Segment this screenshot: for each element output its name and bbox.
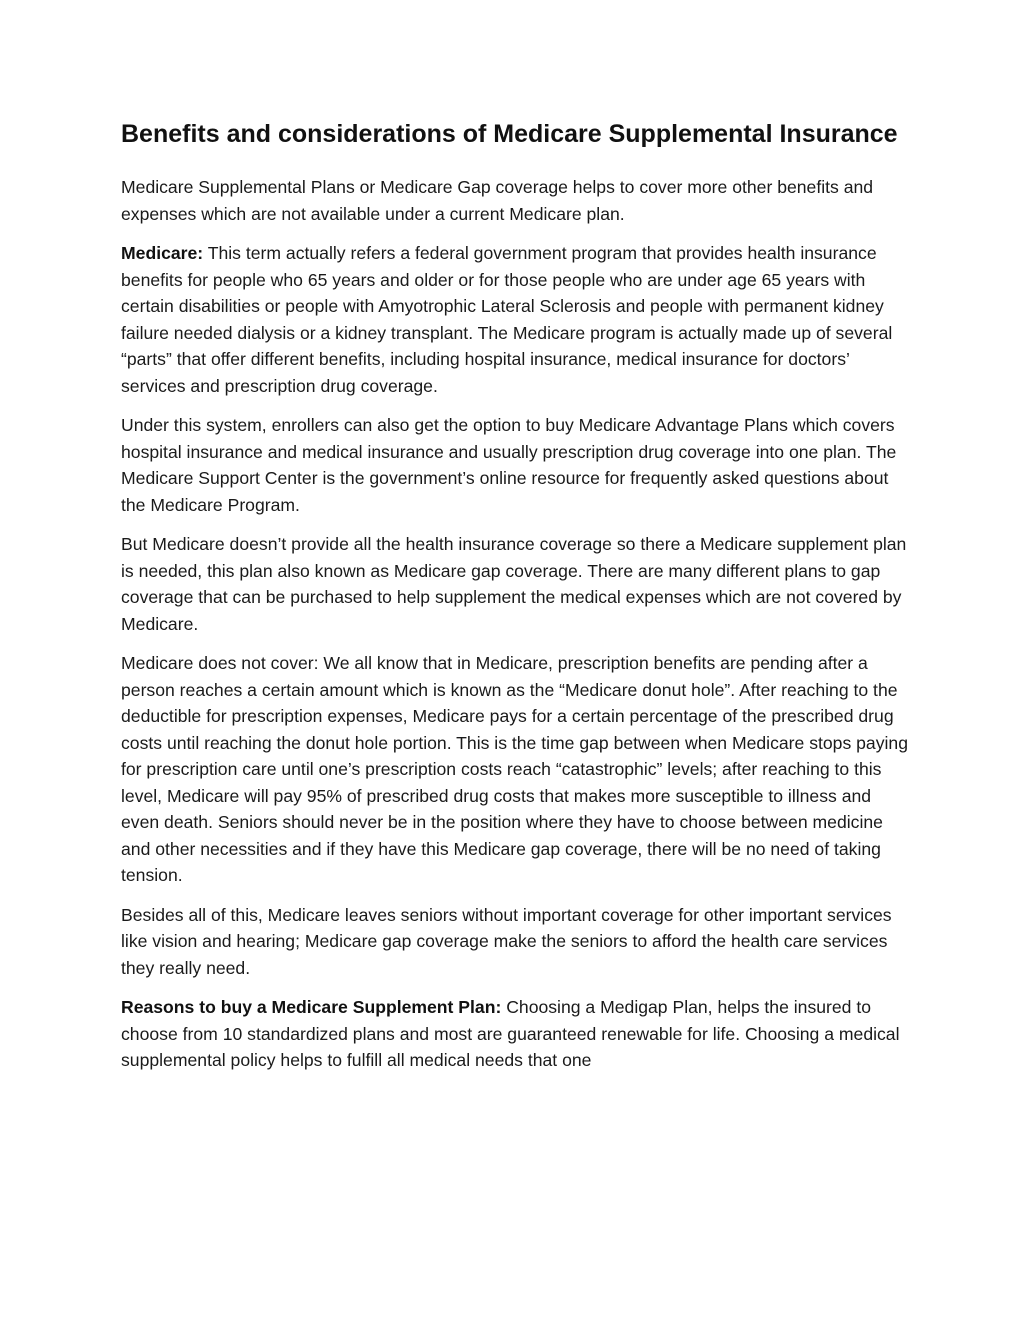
paragraph-lead: Medicare: [121, 243, 204, 263]
paragraph-medicare [121, 240, 911, 399]
paragraph-reasons [121, 994, 911, 1074]
paragraph-text: But Medicare doesn’t provide all the health insurance coverage so there a Medicare supplement plan is needed, this plan also known as Medicare gap coverage. There are many different plans to gap coverage that can be purchased to help supplement the medical expenses which are not covered by Medicare. [121, 534, 907, 634]
paragraph-lead: Reasons to buy a Medicare Supplement Plan: [121, 997, 502, 1017]
paragraph-intro [121, 174, 911, 227]
paragraph-not-covered [121, 650, 911, 889]
paragraph-text: Medicare Supplemental Plans or Medicare Gap coverage helps to cover more other benefits and expenses which are not available under a current Medicare plan. [121, 177, 874, 224]
paragraph-text: Medicare does not cover: We all know that in Medicare, prescription benefits are pending after a person reaches a certain amount which is known as the “Medicare donut hole”. After reaching to the deductible for prescription expenses, Medicare pays for a certain percentage of the prescribed drug costs until reaching the donut hole portion. This is the time gap between when Medicare stops paying for prescription care until one’s prescription costs reach “catastrophic” levels; after reaching to this level, Medicare will pay 95% of prescribed drug costs that makes more susceptible to illness and even death. Seniors should never be in the position where they have to choose between medicine and other necessities and if they have this Medicare gap coverage, there will be no need of taking tension. [121, 653, 908, 885]
document-page [121, 119, 911, 1087]
paragraph-text: This term actually refers a federal government program that provides health insurance benefits for people who 65 years and older or for those people who are under age 65 years with certain disabilities or people with Amyotrophic Lateral Sclerosis and people with permanent kidney failure needed dialysis or a kidney transplant. The Medicare program is actually made up of several “parts” that offer different benefits, including hospital insurance, medical insurance for doctors’ services and prescription drug coverage. [121, 243, 893, 396]
paragraph-text: Choosing a Medigap Plan, helps the insured to choose from 10 standardized plans and most are guaranteed renewable for life. Choosing a medical supplemental policy helps to fulfill all medical needs that one [121, 997, 900, 1070]
paragraph-text: Besides all of this, Medicare leaves seniors without important coverage for other important services like vision and hearing; Medicare gap coverage make the seniors to afford the health care services they really need. [121, 904, 892, 978]
paragraph-gap-coverage [121, 531, 911, 637]
document-title: Benefits and considerations of Medicare Supplemental Insurance [121, 120, 898, 148]
paragraph-vision-hearing [121, 902, 911, 982]
paragraph-text: Under this system, enrollers can also get the option to buy Medicare Advantage Plans which covers hospital insurance and medical insurance and usually prescription drug coverage into one plan. The Medicare Support Center is the government’s online resource for frequently asked questions about the Medicare Program. [121, 415, 897, 515]
paragraph-advantage-plans [121, 412, 911, 518]
